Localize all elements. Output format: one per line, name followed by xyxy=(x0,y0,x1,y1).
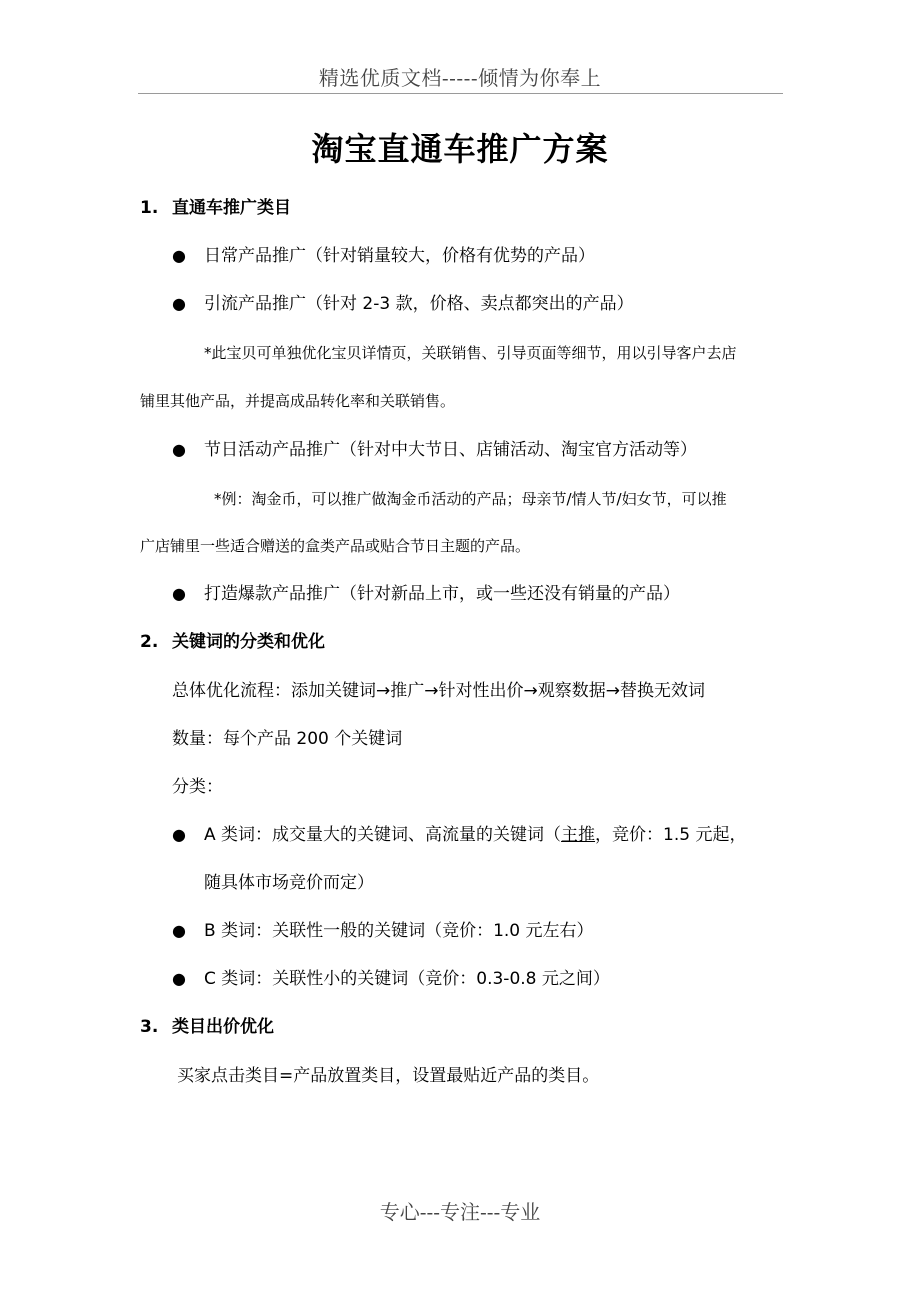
bullet-icon: ● xyxy=(172,294,186,313)
section-title: 关键词的分类和优化 xyxy=(172,632,325,652)
list-item-text: A 类词：成交量大的关键词、高流量的关键词（ xyxy=(204,825,562,845)
list-item xyxy=(172,968,610,990)
bullet-icon: ● xyxy=(172,246,186,265)
list-item-text: ，竞价：1.5 元起， xyxy=(595,825,747,845)
section-heading-1 xyxy=(140,197,291,219)
header-divider xyxy=(138,93,783,94)
list-item-text: B 类词：关联性一般的关键词（竞价：1.0 元左右） xyxy=(204,921,594,941)
note-line: *例：淘金币，可以推广做淘金币活动的产品；母亲节/情人节/妇女节，可以推 xyxy=(214,490,727,508)
note-line: 铺里其他产品，并提高成品转化率和关联销售。 xyxy=(140,392,456,410)
section-number: 3. xyxy=(140,1017,159,1037)
keyword-quantity: 数量：每个产品 200 个关键词 xyxy=(172,729,403,749)
page-header: 精选优质文档-----倾情为你奉上 xyxy=(318,66,602,90)
section-heading-2 xyxy=(140,631,325,653)
list-item xyxy=(172,583,680,605)
category-label: 分类： xyxy=(172,777,223,797)
list-item-text: 节日活动产品推广（针对中大节日、店铺活动、淘宝官方活动等） xyxy=(204,440,697,460)
bullet-icon: ● xyxy=(172,584,186,603)
list-item-text: 打造爆款产品推广（针对新品上市，或一些还没有销量的产品） xyxy=(204,584,680,604)
list-item-continuation: 随具体市场竞价而定） xyxy=(204,873,374,893)
bullet-icon: ● xyxy=(172,440,186,459)
section-title: 直通车推广类目 xyxy=(172,198,291,218)
document-title: 淘宝直通车推广方案 xyxy=(311,130,609,168)
note-line: 广店铺里一些适合赠送的盒类产品或贴合节日主题的产品。 xyxy=(140,537,531,555)
note-line: *此宝贝可单独优化宝贝详情页，关联销售、引导页面等细节，用以引导客户去店 xyxy=(204,344,737,362)
list-item-text: C 类词：关联性小的关键词（竞价：0.3-0.8 元之间） xyxy=(204,969,610,989)
section-title: 类目出价优化 xyxy=(172,1017,274,1037)
section-number: 2. xyxy=(140,632,159,652)
list-item xyxy=(172,824,747,846)
list-item xyxy=(172,293,634,315)
bullet-icon: ● xyxy=(172,825,186,844)
section-number: 1. xyxy=(140,198,159,218)
bullet-icon: ● xyxy=(172,969,186,988)
list-item xyxy=(172,439,697,461)
list-item xyxy=(172,920,594,942)
list-item-text: 日常产品推广（针对销量较大，价格有优势的产品） xyxy=(204,246,595,266)
bullet-icon: ● xyxy=(172,921,186,940)
underlined-text: 主推 xyxy=(561,825,596,845)
section-heading-3 xyxy=(140,1016,274,1038)
page-footer: 专心---专注---专业 xyxy=(379,1200,541,1224)
list-item xyxy=(172,245,595,267)
optimization-flow: 总体优化流程：添加关键词→推广→针对性出价→观察数据→替换无效词 xyxy=(172,681,705,701)
list-item-text: 引流产品推广（针对 2-3 款，价格、卖点都突出的产品） xyxy=(204,294,634,314)
section-body: 买家点击类目=产品放置类目，设置最贴近产品的类目。 xyxy=(177,1066,600,1086)
